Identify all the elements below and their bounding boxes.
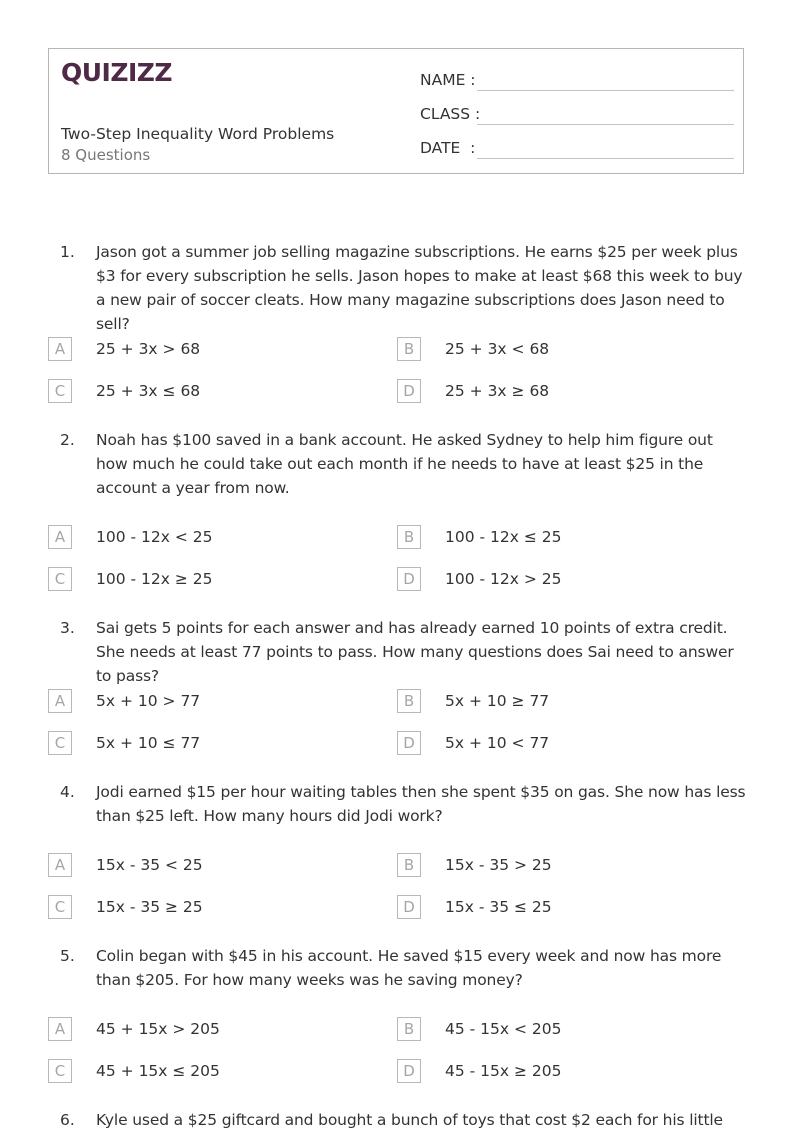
class-label: CLASS :	[420, 105, 481, 123]
option-letter: A	[48, 689, 72, 713]
date-label: DATE :	[420, 139, 476, 157]
option-letter: B	[397, 1017, 421, 1041]
option-text: 45 + 15x > 205	[96, 1020, 220, 1038]
option-letter: A	[48, 1017, 72, 1041]
question-text: Kyle used a $25 giftcard and bought a bunch of toys that cost $2 each for his little	[96, 1111, 723, 1129]
question-text: Jason got a summer job selling magazine subscriptions. He earns $25 per week plus $3 for every subscription he sells. Jason hopes to make at least $68 this week to buy a new pair of soccer cleats. How many magazine subscriptions does Jason need to sell?	[96, 243, 743, 333]
date-line	[477, 158, 734, 159]
option-letter: A	[48, 337, 72, 361]
class-line	[477, 124, 734, 125]
option-text: 25 + 3x ≥ 68	[445, 382, 550, 400]
option-text: 25 + 3x ≤ 68	[96, 382, 201, 400]
name-field[interactable]	[420, 67, 734, 91]
class-field[interactable]	[420, 101, 734, 125]
option-text: 100 - 12x < 25	[96, 528, 213, 546]
option-text: 15x - 35 > 25	[445, 856, 552, 874]
option-text: 25 + 3x < 68	[445, 340, 550, 358]
option-letter: B	[397, 853, 421, 877]
option-text: 5x + 10 > 77	[96, 692, 201, 710]
question-number: 2.	[60, 431, 75, 449]
option-letter: B	[397, 525, 421, 549]
option-text: 100 - 12x > 25	[445, 570, 562, 588]
option-text: 15x - 35 ≤ 25	[445, 898, 552, 916]
question-text: Sai gets 5 points for each answer and has already earned 10 points of extra credit. She needs at least 77 points to pass. How many questions does Sai need to answer to pass?	[96, 619, 734, 685]
option-text: 5x + 10 ≤ 77	[96, 734, 201, 752]
option-letter: D	[397, 1059, 421, 1083]
option-text: 45 + 15x ≤ 205	[96, 1062, 220, 1080]
question-number: 5.	[60, 947, 75, 965]
name-label: NAME :	[420, 71, 476, 89]
worksheet-header	[48, 48, 744, 174]
quizizz-logo	[61, 57, 173, 89]
svg-text:QUIZIZZ: QUIZIZZ	[61, 58, 173, 87]
option-letter: B	[397, 689, 421, 713]
option-text: 15x - 35 < 25	[96, 856, 203, 874]
option-text: 45 - 15x < 205	[445, 1020, 562, 1038]
option-text: 15x - 35 ≥ 25	[96, 898, 203, 916]
option-text: 5x + 10 < 77	[445, 734, 550, 752]
option-text: 100 - 12x ≤ 25	[445, 528, 562, 546]
option-text: 100 - 12x ≥ 25	[96, 570, 213, 588]
question-number: 4.	[60, 783, 75, 801]
option-text: 25 + 3x > 68	[96, 340, 201, 358]
option-letter: D	[397, 379, 421, 403]
question-text: Colin began with $45 in his account. He saved $15 every week and now has more than $205. For how many weeks was he saving money?	[96, 947, 722, 989]
option-text: 45 - 15x ≥ 205	[445, 1062, 562, 1080]
question-count: 8 Questions	[61, 146, 151, 164]
question-number: 3.	[60, 619, 75, 637]
question-number: 6.	[60, 1111, 75, 1129]
option-letter: D	[397, 895, 421, 919]
name-line	[477, 90, 734, 91]
option-letter: B	[397, 337, 421, 361]
option-letter: A	[48, 525, 72, 549]
date-field[interactable]	[420, 135, 734, 159]
option-letter: C	[48, 379, 72, 403]
option-letter: A	[48, 853, 72, 877]
worksheet-title: Two-Step Inequality Word Problems	[61, 125, 335, 143]
option-letter: C	[48, 731, 72, 755]
question-6	[0, 1108, 794, 1129]
option-letter: C	[48, 567, 72, 591]
option-letter: C	[48, 1059, 72, 1083]
question-text: Jodi earned $15 per hour waiting tables then she spent $35 on gas. She now has less than $25 left. How many hours did Jodi work?	[96, 783, 746, 825]
option-letter: C	[48, 895, 72, 919]
option-text: 5x + 10 ≥ 77	[445, 692, 550, 710]
option-letter: D	[397, 567, 421, 591]
option-letter: D	[397, 731, 421, 755]
question-number: 1.	[60, 243, 75, 261]
question-text: Noah has $100 saved in a bank account. He asked Sydney to help him figure out how much he could take out each month if he needs to have at least $25 in the account a year from now.	[96, 431, 713, 497]
